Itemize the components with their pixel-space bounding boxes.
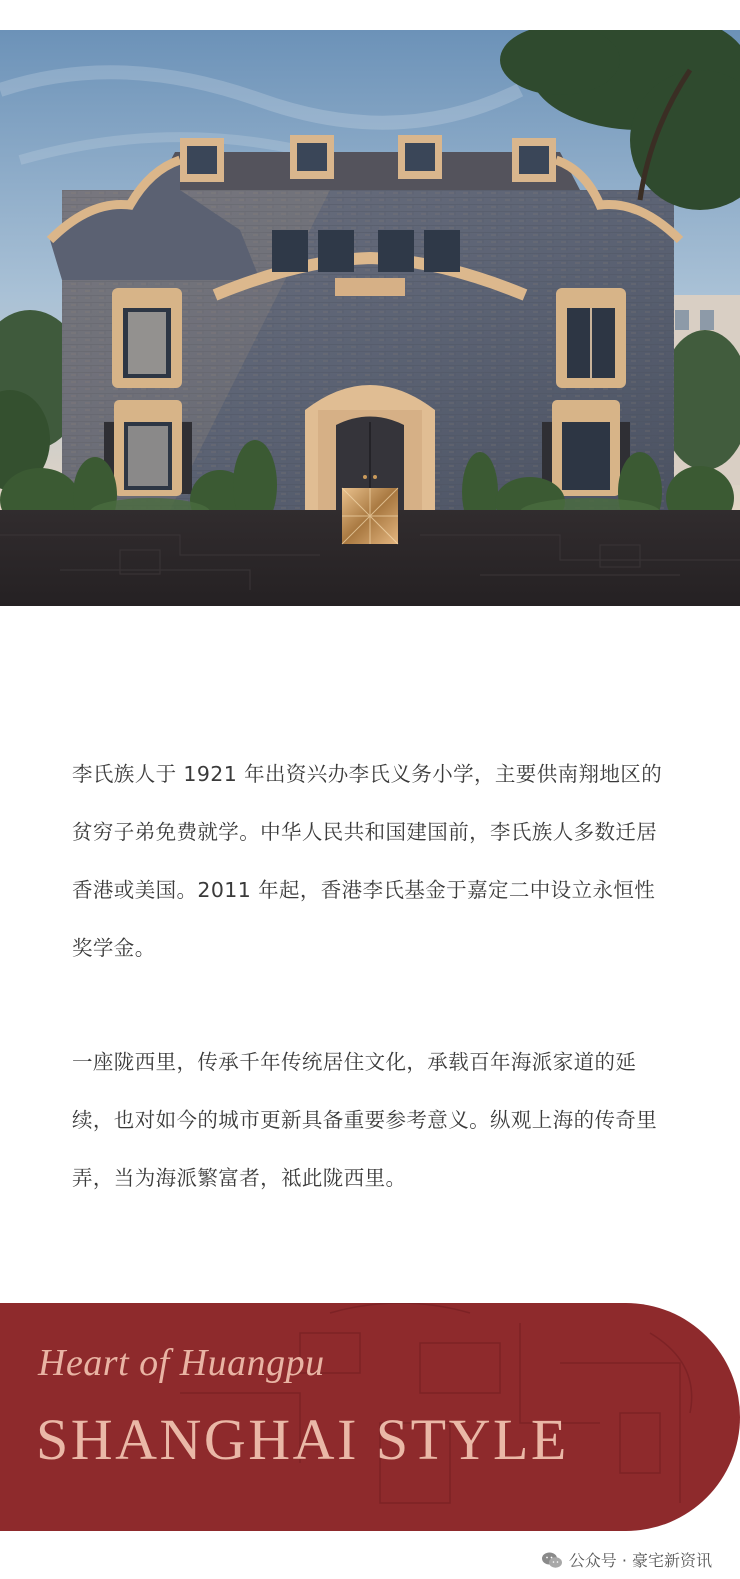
watermark-text: 公众号 · 豪宅新资讯 xyxy=(568,1551,712,1570)
account-watermark xyxy=(541,1548,712,1571)
banner-script-heading: Heart of Huangpu xyxy=(38,1342,325,1384)
villa-facade-image xyxy=(0,30,740,606)
section-banner xyxy=(0,1303,740,1533)
article-paragraph: 一座陇西里，传承千年传统居住文化，承载百年海派家道的延续，也对如今的城市更新具备重要参考意义。纵观上海的传奇里弄，当为海派繁富者，祗此陇西里。 xyxy=(72,1050,658,1190)
article-paragraph: 李氏族人于 1921 年出资兴办李氏义务小学，主要供南翔地区的贫穷子弟免费就学。中华人民共和国建国前，李氏族人多数迁居香港或美国。2011 年起，香港李氏基金于嘉定二中设立永恒性奖学金。 xyxy=(72,762,663,960)
hero-illustration xyxy=(0,30,740,606)
article-body xyxy=(72,745,672,1207)
banner-title: SHANGHAI STYLE xyxy=(36,1407,569,1472)
wechat-icon xyxy=(541,1551,563,1569)
